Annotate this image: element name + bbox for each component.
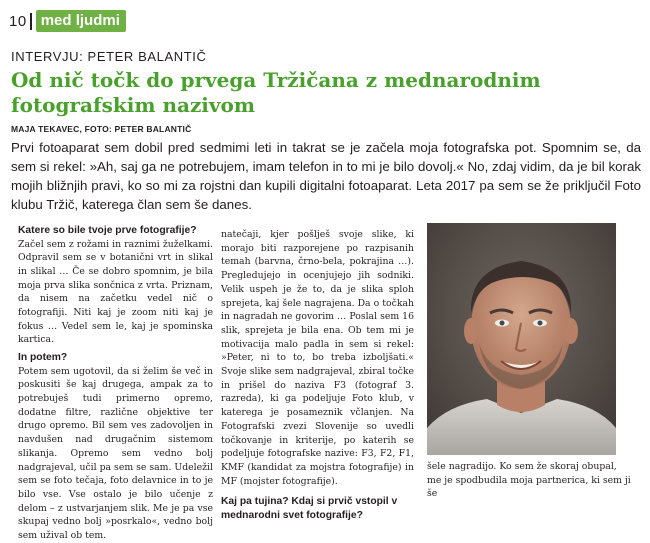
article-byline: MAJA TEKAVEC, FOTO: PETER BALANTIČ xyxy=(11,124,192,134)
question-3: Kaj pa tujina? Kdaj si prvič vstopil v mednarodni svet fotografije? xyxy=(221,496,398,521)
portrait-photo-icon xyxy=(427,223,616,455)
page-number: 10 xyxy=(9,12,27,30)
header-divider xyxy=(30,13,32,30)
article-kicker: INTERVJU: PETER BALANTIČ xyxy=(11,49,207,64)
article-lead: Prvi fotoaparat sem dobil pred sedmimi leti in takrat se je začela moja fotografska pot. Spomnim se, da sem si rekel: »Ah, saj ga ne potrebujem, imam telefon in to mi je bilo dovolj.« No, zdaj vidim, da je bil korak mojih bližnjih pravi, ko so mi za rojstni dan kupili digitalni fotoaparat. Leta 2017 pa sem se že priključil Foto klubu Tržič, katerega član sem še danes. xyxy=(11,140,641,212)
question-1: Katere so bile tvoje prve fotografije? xyxy=(18,225,197,236)
answer-2-continued: natečaji, kjer pošlješ svoje slike, ki morajo biti razporejene po razpisanih temah (barvna, črno-bela, pokrajina …). Pregledujejo in ocenjujejo jih sodniki. Velik uspeh je že to, da je slika sploh sprejeta, kaj šele nagrajena. Da o točkah in nagradah ne govorim … Poslal sem 16 slik, sprejeta je bila ena. Ob tem mi je motivacija malo padla in sem si rekel: »Peter, ni to to, bo treba izboljšati.« Svoje slike sem nadgrajeval, zbiral točke in prišel do naziva F3 (fotograf 3. razreda), ki ga podeljuje Foto klub, v katerega je posameznik včlanjen. Na Fotografski zvezi Slovenije so uvedli točkovanje in kriterije, po katerih se podeljuje fotografske nazive: F3, F2, F1, KMF (kandidat za mojstra fotografije) in MF (mojster fotografije). xyxy=(221,229,414,487)
text-column-1 xyxy=(18,224,213,543)
answer-2: Potem sem ugotovil, da si želim še več in poskusiti še kaj drugega, ampak za to potrebuješ tudi primerno opremo, dodatne filtre, različne objektive ter drugo opremo. Bil sem ves zadovoljen in navdušen nad drugačnim sistemom slikanja. Opremo sem vedno bolj nadgrajeval, učil pa sem se sam. Udeležil sem se foto tečaja, foto delavnice in to je bilo vse. Vse ostalo je bilo učenje z delom – z ustvarjanjem slik. Me je pa vse skupaj vedno bolj »posrkalo«, vedno bolj sem užival ob tem. xyxy=(18,365,213,542)
section-tab: med ljudmi xyxy=(36,10,126,32)
question-2: In potem? xyxy=(18,352,68,364)
page-header xyxy=(9,8,126,34)
text-column-2 xyxy=(221,228,414,522)
column-3-text: šele nagradijo. Ko sem že skoraj obupal, me je spodbudila moja partnerica, ki sem ji še xyxy=(427,461,631,500)
answer-1: Začel sem z rožami in raznimi žuželkami. Odpravil sem se v botanični vrt in slikal in slikal … Če se dobro spomnim, je bila moja prva slika sončnica z vrta. Priznam, da nisem na začetku vedel nič o fotografiji. Niti kaj je zoom niti kaj je fokus … Vedel sem le, kaj je spominska kartica. xyxy=(18,238,213,346)
article-headline: Od nič točk do prvega Tržičana z mednarodnim fotografskim nazivom xyxy=(11,68,541,117)
